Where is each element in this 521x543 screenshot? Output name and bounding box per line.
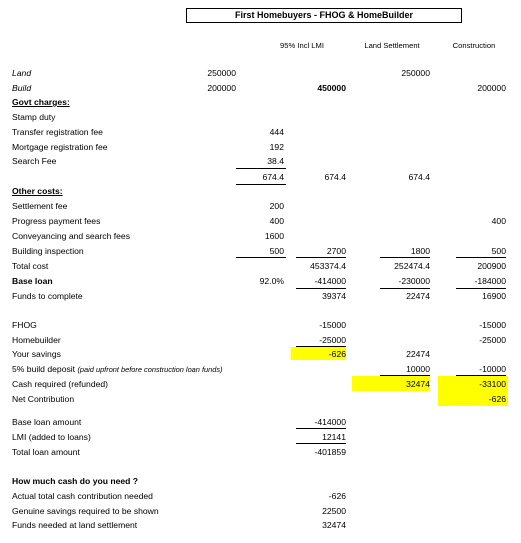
row-label-building-inspection: Building inspection bbox=[12, 246, 84, 256]
land-amount: 250000 bbox=[207, 68, 236, 78]
land-base-loan: -230000 bbox=[398, 276, 430, 286]
row-label-your-savings: Your savings bbox=[12, 349, 61, 359]
row-label-progress-fees: Progress payment fees bbox=[12, 216, 101, 226]
construction-progress-fees: 400 bbox=[491, 216, 506, 226]
construction-funds-to-complete: 16900 bbox=[482, 291, 506, 301]
construction-homebuilder: -25000 bbox=[479, 335, 506, 345]
lmi-total-cost: 453374.4 bbox=[310, 261, 346, 271]
row-label-transfer-fee: Transfer registration fee bbox=[12, 127, 103, 137]
land-col-other-total: 1800 bbox=[410, 246, 430, 256]
lmi-base-loan: -414000 bbox=[314, 276, 346, 286]
header-land-settlement: Land Settlement bbox=[364, 41, 420, 50]
row-label-build-deposit bbox=[12, 364, 223, 375]
row-label-cash-required: Cash required (refunded) bbox=[12, 379, 109, 389]
construction-build: 200000 bbox=[477, 83, 506, 93]
land-cash-required: 32474 bbox=[406, 379, 430, 389]
construction-deposit-rule bbox=[456, 375, 506, 376]
land-funds-to-complete: 22474 bbox=[406, 291, 430, 301]
lmi-other-rule bbox=[296, 257, 346, 258]
mortgage-fee-amount: 192 bbox=[269, 142, 284, 152]
row-label-funds-to-complete: Funds to complete bbox=[12, 291, 83, 301]
search-fee-amount: 38.4 bbox=[267, 156, 284, 166]
conveyancing-amount: 1600 bbox=[264, 231, 284, 241]
row-label-total-loan-amount: Total loan amount bbox=[12, 447, 80, 457]
construction-total-cost: 200900 bbox=[477, 261, 506, 271]
row-label-base-loan-amount: Base loan amount bbox=[12, 417, 82, 427]
lmi-amount: 12141 bbox=[322, 432, 346, 442]
other-costs-rule bbox=[236, 257, 286, 258]
row-label-actual-cash: Actual total cash contribution needed bbox=[12, 491, 153, 501]
land-other-rule bbox=[380, 257, 430, 258]
base-loan-lvr: 92.0% bbox=[259, 276, 284, 286]
row-label-search-fee: Search Fee bbox=[12, 156, 57, 166]
construction-net-contribution: -626 bbox=[488, 394, 506, 404]
construction-base-loan: -184000 bbox=[474, 276, 506, 286]
row-label-funds-needed-land: Funds needed at land settlement bbox=[12, 520, 138, 530]
land-total-cost: 252474.4 bbox=[394, 261, 430, 271]
govt-subtotal: 674.4 bbox=[262, 172, 284, 182]
build-deposit-note: (paid upfront before construction loan funds) bbox=[77, 365, 223, 374]
row-label-base-loan: Base loan bbox=[12, 276, 53, 286]
land-deposit-rule bbox=[380, 375, 430, 376]
lmi-funds-to-complete: 39374 bbox=[322, 291, 346, 301]
row-label-conveyancing: Conveyancing and search fees bbox=[12, 231, 131, 241]
govt-subtotal-rule bbox=[236, 168, 286, 169]
funds-needed-land-settlement: 32474 bbox=[322, 520, 346, 530]
land-build-deposit: 10000 bbox=[406, 364, 430, 374]
building-inspection-amount: 500 bbox=[269, 246, 284, 256]
lmi-loan-rule bbox=[296, 288, 346, 289]
lmi-your-savings: -626 bbox=[328, 349, 346, 359]
construction-build-deposit: -10000 bbox=[479, 364, 506, 374]
lmi-col-govt-total: 674.4 bbox=[324, 172, 346, 182]
actual-cash-needed: -626 bbox=[328, 491, 346, 501]
header-95-incl-lmi: 95% Incl LMI bbox=[280, 41, 324, 50]
row-label-build: Build bbox=[12, 83, 32, 93]
row-label-net-contribution: Net Contribution bbox=[12, 394, 75, 404]
construction-other-rule bbox=[456, 257, 506, 258]
land-your-savings: 22474 bbox=[406, 349, 430, 359]
row-label-mortgage-fee: Mortgage registration fee bbox=[12, 142, 108, 152]
build-deposit-label: 5% build deposit bbox=[12, 364, 76, 374]
construction-fhog: -15000 bbox=[479, 320, 506, 330]
lmi-col-other-total: 2700 bbox=[326, 246, 346, 256]
land-col-govt-total: 674.4 bbox=[408, 172, 430, 182]
govt-total-rule bbox=[236, 184, 286, 185]
row-label-total-cost: Total cost bbox=[12, 261, 49, 271]
settlement-fee-amount: 200 bbox=[269, 201, 284, 211]
construction-cash-required: -33100 bbox=[479, 379, 506, 389]
progress-fees-amount: 400 bbox=[269, 216, 284, 226]
lmi-grants-rule bbox=[296, 346, 346, 347]
section-other-costs: Other costs: bbox=[12, 186, 63, 196]
row-label-fhog: FHOG bbox=[12, 320, 37, 330]
genuine-savings-required: 22500 bbox=[322, 506, 346, 516]
lmi-homebuilder: -25000 bbox=[319, 335, 346, 345]
row-label-stamp-duty: Stamp duty bbox=[12, 112, 56, 122]
row-label-genuine-savings: Genuine savings required to be shown bbox=[12, 506, 159, 516]
section-govt-charges: Govt charges: bbox=[12, 97, 70, 107]
header-construction: Construction bbox=[452, 41, 496, 50]
land-settlement-land: 250000 bbox=[401, 68, 430, 78]
section-how-much-cash: How much cash do you need ? bbox=[12, 476, 139, 486]
base-loan-amount-rule bbox=[296, 428, 346, 429]
row-label-homebuilder: Homebuilder bbox=[12, 335, 61, 345]
base-loan-amount: -414000 bbox=[314, 417, 346, 427]
land-loan-rule bbox=[380, 288, 430, 289]
lmi-amount-rule bbox=[296, 443, 346, 444]
row-label-land: Land bbox=[12, 68, 32, 78]
row-label-lmi: LMI (added to loans) bbox=[12, 432, 91, 442]
lmi-col-build: 450000 bbox=[317, 83, 346, 93]
lmi-fhog: -15000 bbox=[319, 320, 346, 330]
construction-loan-rule bbox=[456, 288, 506, 289]
transfer-fee-amount: 444 bbox=[269, 127, 284, 137]
construction-col-other-total: 500 bbox=[491, 246, 506, 256]
row-label-settlement-fee: Settlement fee bbox=[12, 201, 68, 211]
total-loan-amount: -401859 bbox=[314, 447, 346, 457]
sheet-title: First Homebuyers - FHOG & HomeBuilder bbox=[186, 8, 462, 23]
build-amount: 200000 bbox=[207, 83, 236, 93]
